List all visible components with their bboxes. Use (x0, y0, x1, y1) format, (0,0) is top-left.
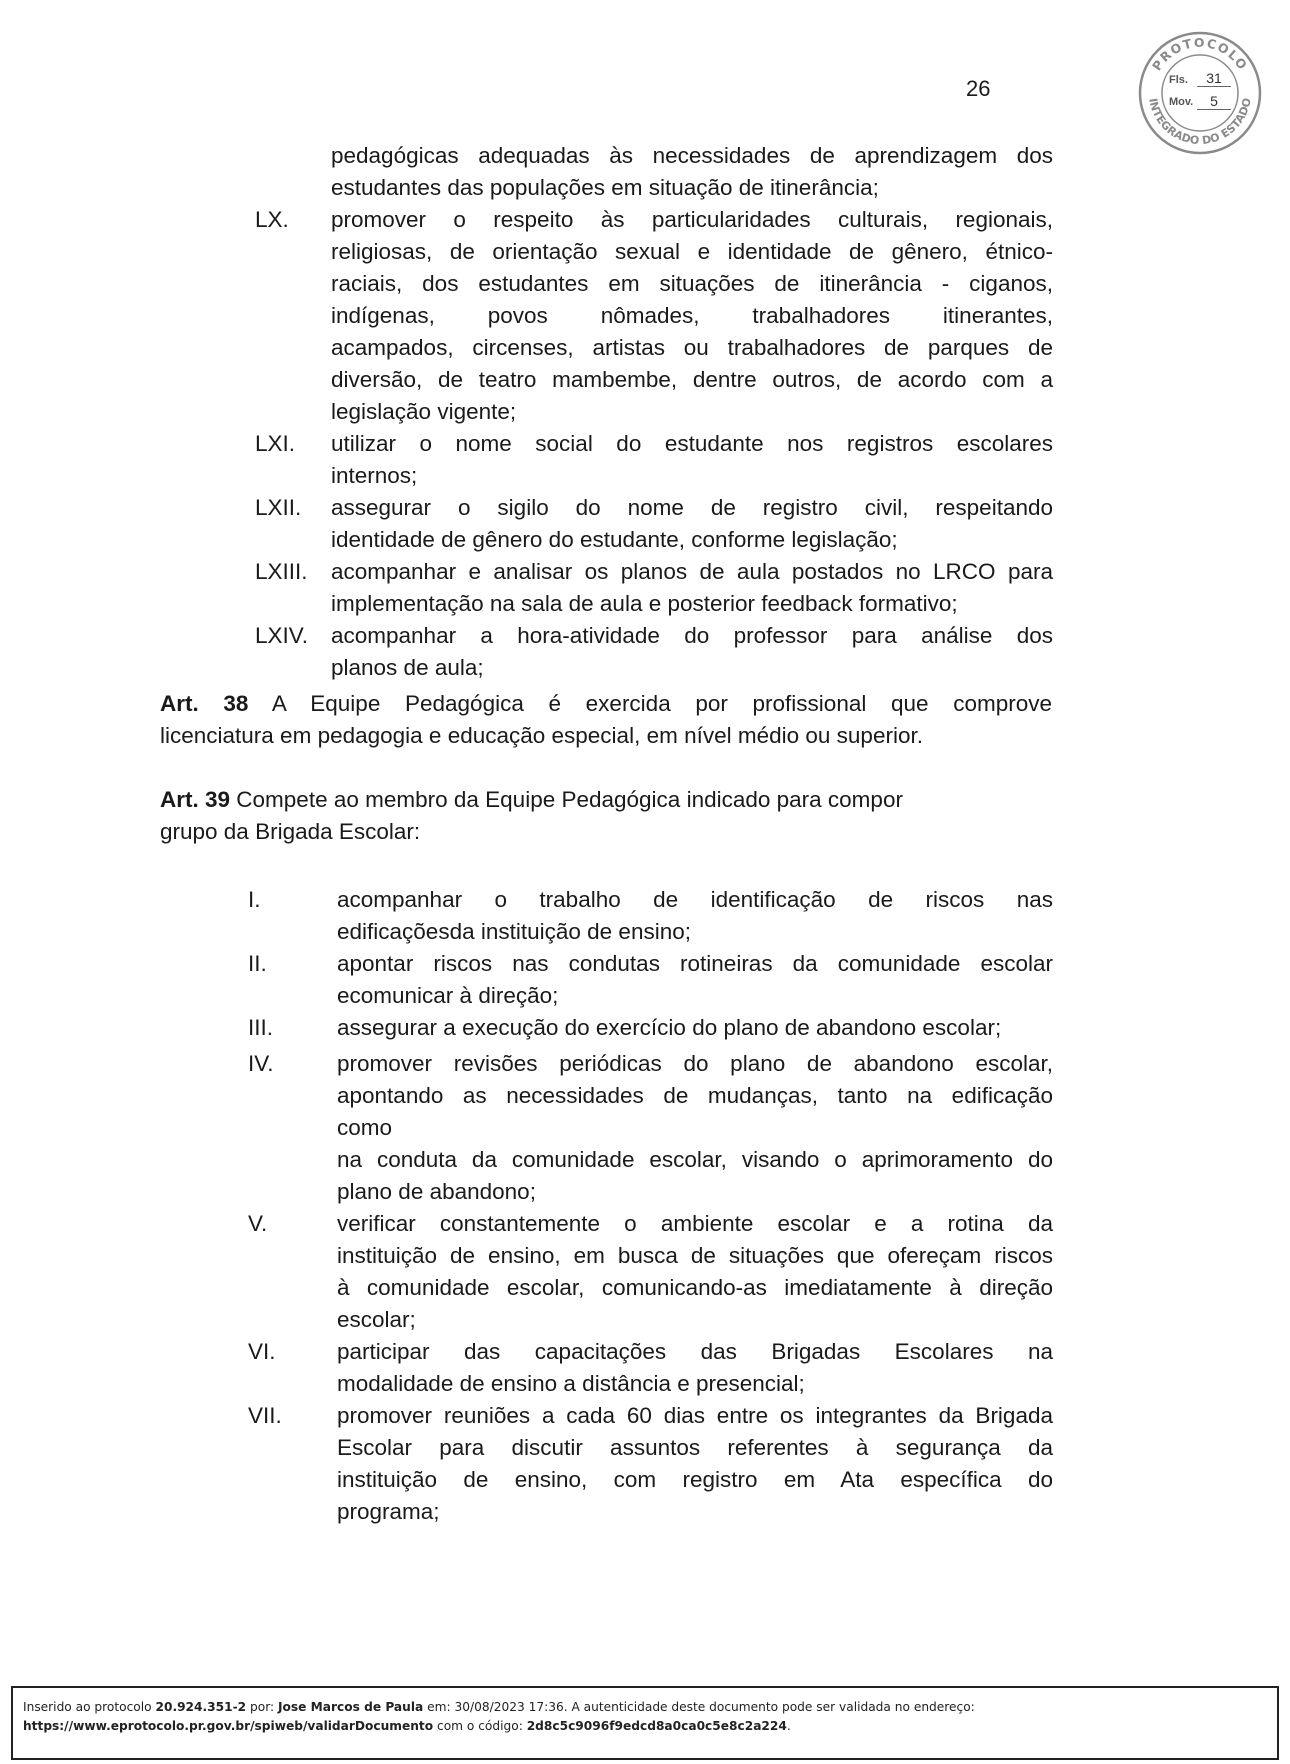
text-line: assegurar a execução do exercício do plano de abandono escolar; (337, 1015, 1002, 1040)
text-line: implementação na sala de aula e posterior feedback formativo; (331, 591, 958, 616)
text-line: apontando as necessidades de mudanças, tanto na edificação (337, 1083, 1053, 1108)
item-numeral: LXI. (255, 431, 296, 456)
text-line: assegurar o sigilo do nome de registro civil, respeitando (331, 495, 1053, 520)
item-text (331, 556, 1053, 620)
item-numeral: I. (248, 887, 261, 912)
article-38 (160, 688, 1052, 752)
article-39 (160, 784, 1052, 848)
article-label: Art. 39 (160, 787, 231, 812)
text-line: estudantes das populações em situação de itinerância; (331, 175, 879, 200)
text-line: participar das capacitações das Brigadas Escolares na (337, 1339, 1053, 1364)
article-text: grupo da Brigada Escolar: (160, 819, 421, 844)
text-line: instituição de ensino, com registro em Ata específica do (337, 1467, 1053, 1492)
validation-code: 2d8c5c9096f9edcd8a0ca0c5e8c2a224 (526, 1719, 787, 1733)
item-text (337, 884, 1053, 948)
item-numeral: II. (248, 951, 267, 976)
text-line: na conduta da comunidade escolar, visando o aprimoramento do (337, 1147, 1053, 1172)
text-line: pedagógicas adequadas às necessidades de aprendizagem dos (331, 143, 1053, 168)
text-line: verificar constantemente o ambiente escolar e a rotina da (337, 1211, 1053, 1236)
text-line: à comunidade escolar, comunicando-as imediatamente à direção (337, 1275, 1053, 1300)
stamp-mov-label: Mov. (1169, 96, 1194, 108)
stamp-fls-label: Fls. (1169, 74, 1188, 86)
text-line: planos de aula; (331, 655, 484, 680)
text-line: acompanhar e analisar os planos de aula postados no LRCO para (331, 559, 1053, 584)
item-numeral: LX. (255, 207, 289, 232)
protocol-number: 20.924.351-2 (155, 1700, 247, 1714)
text-line: identidade de gênero do estudante, conforme legislação; (331, 527, 898, 552)
text-line: internos; (331, 463, 418, 488)
item-text (337, 1400, 1053, 1528)
text-line: programa; (337, 1499, 440, 1524)
text-line: acompanhar a hora-atividade do professor para análise dos (331, 623, 1053, 648)
text-line: utilizar o nome social do estudante nos registros escolares (331, 431, 1053, 456)
text-line: diversão, de teatro mambembe, dentre outros, de acordo com a (331, 367, 1053, 392)
text-line: modalidade de ensino a distância e presencial; (337, 1371, 805, 1396)
article-text: A Equipe Pedagógica é exercida por profissional que comprove (248, 691, 1052, 716)
svg-text:PROTOCOLO (1149, 35, 1251, 73)
item-text (331, 428, 1053, 492)
item-numeral: LXIV. (255, 623, 308, 648)
item-text (337, 1336, 1053, 1400)
item-text (331, 204, 1053, 428)
footer-line-1: Inserido ao protocolo 20.924.351-2 por: Jose Marcos de Paula em: 30/08/2023 17:36. A autenticidade deste documento pode ser validada no endereço: (23, 1700, 975, 1714)
stamp-fls-value: 31 (1197, 70, 1231, 87)
stamp-bottom-text: INTEGRADO DO ESTADO (1146, 96, 1254, 148)
validation-url[interactable]: https://www.eprotocolo.pr.gov.br/spiweb/validarDocumento (23, 1719, 434, 1733)
item-text (337, 948, 1053, 1012)
item-text (331, 140, 1053, 204)
text-line: Escolar para discutir assuntos referentes à segurança da (337, 1435, 1053, 1460)
item-numeral: III. (248, 1015, 274, 1040)
footer-authenticity-box (11, 1686, 1279, 1760)
text-line: indígenas, povos nômades, trabalhadores itinerantes, (331, 303, 1053, 328)
article-text: Compete ao membro da Equipe Pedagógica indicado para compor (230, 787, 903, 812)
item-text (337, 1012, 1053, 1044)
text-line: acampados, circenses, artistas ou trabalhadores de parques de (331, 335, 1053, 360)
item-text (337, 1048, 1053, 1208)
text-line: raciais, dos estudantes em situações de itinerância - ciganos, (331, 271, 1053, 296)
footer-line-2: https://www.eprotocolo.pr.gov.br/spiweb/validarDocumento com o código: 2d8c5c9096f9edcd8a0ca0c5e8c2a224. (23, 1719, 791, 1733)
text-line: edificaçõesda instituição de ensino; (337, 919, 691, 944)
article-label: Art. 38 (160, 691, 249, 716)
text-line: ecomunicar à direção; (337, 983, 559, 1008)
text-line: promover revisões periódicas do plano de abandono escolar, (337, 1051, 1053, 1076)
text-line: apontar riscos nas condutas rotineiras da comunidade escolar (337, 951, 1053, 976)
text-line: promover o respeito às particularidades culturais, regionais, (331, 207, 1053, 232)
item-numeral: V. (248, 1211, 268, 1236)
stamp-mov-value: 5 (1197, 93, 1231, 110)
item-numeral: LXIII. (255, 559, 308, 584)
text-line: religiosas, de orientação sexual e identidade de gênero, étnico- (331, 239, 1053, 264)
text-line: acompanhar o trabalho de identificação de riscos nas (337, 887, 1053, 912)
stamp-top-text: PROTOCOLO (1149, 34, 1251, 74)
item-numeral: LXII. (255, 495, 302, 520)
text-line: instituição de ensino, em busca de situações que ofereçam riscos (337, 1243, 1053, 1268)
item-text (331, 492, 1053, 556)
text-line: legislação vigente; (331, 399, 517, 424)
text-line: como (337, 1115, 393, 1140)
protocol-stamp (1137, 30, 1263, 156)
item-numeral: IV. (248, 1051, 274, 1076)
text-line: plano de abandono; (337, 1179, 536, 1204)
page-number: 26 (966, 76, 991, 101)
text-line: escolar; (337, 1307, 416, 1332)
item-text (331, 620, 1053, 684)
item-text (337, 1208, 1053, 1336)
author-name: Jose Marcos de Paula (277, 1700, 424, 1714)
item-numeral: VII. (248, 1403, 282, 1428)
item-numeral: VI. (248, 1339, 276, 1364)
text-line: promover reuniões a cada 60 dias entre os integrantes da Brigada (337, 1403, 1053, 1428)
article-text: licenciatura em pedagogia e educação especial, em nível médio ou superior. (160, 723, 923, 748)
